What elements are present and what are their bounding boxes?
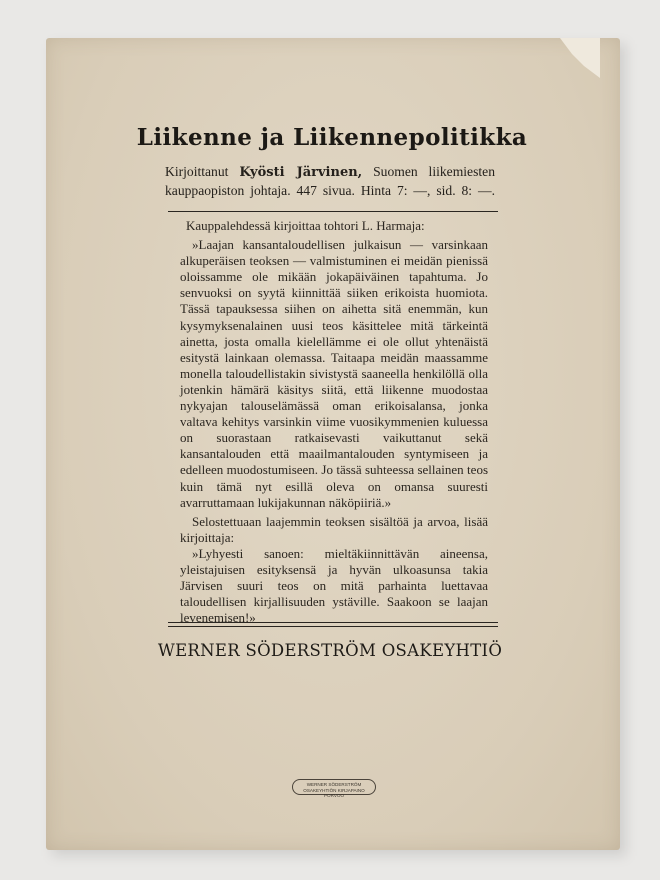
byline-suffix: Suomen liikemiesten [373,164,495,179]
publisher-name: WERNER SÖDERSTRÖM OSAKEYHTIÖ [157,641,503,660]
book-title: Liikenne ja Liikennepolitikka [136,124,528,151]
review-text [180,218,488,626]
review-intro: Kauppalehdessä kirjoittaa tohtori L. Harmaja: [186,218,425,233]
byline [165,163,495,200]
review-quote-2: »Lyhyesti sanoen: mieltäkiinnittävän aineensa, yleistajuisen esityksensä ja hyvän ulkoasunsa takia Järvisen suuri teos on mitä parhainta luettavaa taloudellisen kirjallisuuden ystäville. Saakoon se laajan levenemisen!» [180,545,488,626]
top-rule [168,211,498,212]
byline-prefix: Kirjoittanut [165,164,229,179]
byline-line-2: kauppaopiston johtaja. 447 sivua. Hinta 7: —, sid. 8: —. [165,183,495,198]
review-quote-1: »Laajan kansantaloudellisen julkaisun — varsinkaan alkuperäisen teoksen — valmistuminen ei meidän pienissä oloissamme ole mikään jokapäiväinen tapahtuma. Jo senvuoksi on syytä kiinnittää siiken erikoista huomiota. Tässä tapauksessa siihen on aihetta sitä enemmän, kun kysymyksenalainen uusi teos käsittelee mitä tärkeintä ainetta, josta omalla kielellämme ei ole ollut yhtenäistä esitystä lainkaan olemassa. Taitaapa meidän maassamme monella taloudellistakin sivistystä saaneella henkilöllä olla jotenkin hämärä käsitys siitä, että liikenne muodostaa nykyajan talouselämässä oman erikoisalansa, jonka valtava kehitys varsinkin viime vuosikymmenien kuluessa on suorastaan ratkaisevasti vaikuttanut sekä kansantalouden että maailmantalouden syntymiseen ja edelleen muodostumiseen. Jo tässä suhteessa sellainen teos kuin tämä nyt esillä oleva on omansa suuresti avarruttamaan lukijakunnan näköpiiriä.» [180,237,488,510]
printer-stamp: WERNER SÖDERSTRÖM OSAKEYHTIÖN KIRJAPAINO PORVOO [292,779,376,795]
bottom-rule-2 [168,626,498,627]
byline-line-1 [165,163,495,182]
review-mid: Selostettuaan laajemmin teoksen sisältöä ja arvoa, lisää kirjoittaja: [180,513,488,545]
bottom-rule-1 [168,622,498,623]
author-name: Kyösti Järvinen, [239,165,363,180]
